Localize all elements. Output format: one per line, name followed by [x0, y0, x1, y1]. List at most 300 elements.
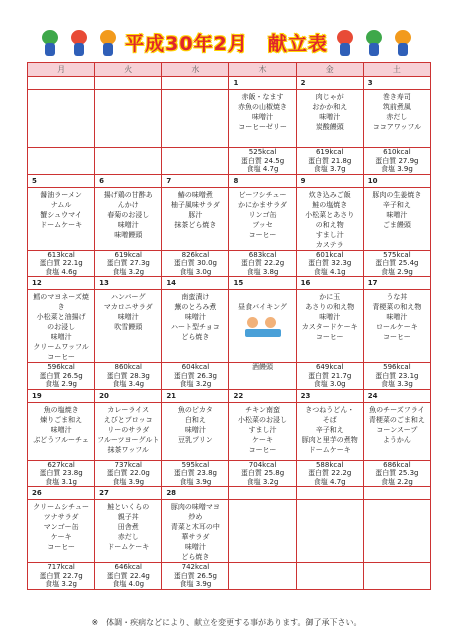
menu-item: 青菜と木耳の中 [170, 523, 220, 531]
menu-item: ごま饅頭 [382, 220, 411, 229]
menu-item: のお浸し [47, 323, 76, 331]
day-number: 28 [162, 487, 229, 500]
menu-item: 味噌汁 [184, 543, 206, 551]
menu-item: 魚の塩焼き [43, 405, 79, 414]
nutrition-protein: 蛋白質 25.4g [375, 259, 419, 267]
date-row [28, 389, 431, 402]
nutrition-kcal: 595kcal [181, 460, 210, 469]
day-number: 5 [28, 174, 95, 187]
menu-item: 親子丼 [117, 513, 139, 521]
menu-item: カスタードケーキ [301, 323, 358, 331]
weekday-header: 水 [162, 63, 229, 77]
menu-cell [95, 402, 162, 460]
menu-cell [363, 290, 430, 363]
nutrition-cell [229, 460, 296, 487]
nutrition-salt: 食塩 3.0g [179, 267, 212, 276]
nutrition-cell [363, 148, 430, 175]
menu-item: 味噌汁 [117, 220, 139, 229]
nutrition-salt: 食塩 3.2g [179, 380, 212, 388]
menu-cell [363, 402, 430, 460]
nutrition-kcal: 717kcal [47, 563, 75, 571]
nutrition-cell [28, 148, 95, 175]
nutrition-cell [28, 363, 95, 390]
nutrition-kcal: 627kcal [47, 460, 75, 469]
nutrition-protein: 蛋白質 22.4g [106, 571, 150, 580]
nutrition-protein: 蛋白質 22.2g [240, 259, 285, 267]
nutrition-cell [229, 148, 296, 175]
menu-item: ハート型チョコ [170, 323, 220, 331]
date-row [28, 174, 431, 187]
menu-item: リーのサラダ [107, 425, 150, 434]
mascot-icon [97, 30, 119, 58]
menu-item: クリームシチュー [33, 503, 89, 511]
nutrition-cell [95, 563, 162, 590]
menu-item: 小松菜のお浸し [238, 415, 288, 424]
menu-cell [162, 500, 229, 563]
menu-cell [28, 187, 95, 250]
weekday-header: 木 [229, 63, 296, 77]
menu-item: 吹雪饅頭 [114, 323, 143, 331]
menu-item: 白和え [184, 415, 206, 424]
weekday-header: 金 [296, 63, 363, 77]
menu-item: えびとブロッコ [103, 415, 153, 424]
menu-cell [296, 90, 363, 148]
day-number: 7 [162, 174, 229, 187]
menu-cell [296, 402, 363, 460]
menu-item: 巻き寿司 [382, 93, 411, 101]
nutrition-salt: 食塩 3.9g [179, 580, 212, 588]
menu-item: ようかん [382, 435, 411, 444]
nutrition-cell [28, 563, 95, 590]
nutrition-kcal: 525kcal [248, 148, 277, 156]
menu-item: 春菊のお浸し [107, 210, 150, 219]
nutrition-salt: 食塩 3.9g [380, 165, 413, 173]
nutrition-kcal: 588kcal [315, 460, 344, 469]
nutrition-protein: 蛋白質 25.3g [375, 469, 419, 477]
menu-cell [95, 290, 162, 363]
nutrition-protein: 蛋白質 23.8g [173, 469, 218, 477]
mascot-icon [334, 30, 356, 58]
menu-item: 赤だし [117, 533, 139, 541]
menu-item: おかか和え [312, 103, 348, 111]
menu-item: ツナサラダ [43, 513, 79, 521]
menu-cell [162, 290, 229, 363]
menu-item: 鮭の塩焼き [312, 200, 348, 209]
menu-item: 赤魚の山椒焼き [238, 103, 288, 111]
day-number: 2 [296, 77, 363, 90]
day-number: 9 [296, 174, 363, 187]
day-number: 20 [95, 389, 162, 402]
page-header [0, 28, 453, 60]
menu-item: 柚子風味サラダ [170, 200, 220, 209]
day-number: 8 [229, 174, 296, 187]
nutrition-protein: 蛋白質 23.1g [375, 371, 419, 380]
nutrition-protein: 蛋白質 32.3g [308, 259, 352, 267]
date-row [28, 77, 431, 90]
nutrition-cell [229, 563, 296, 590]
nutrition-salt: 食塩 4.0g [112, 580, 145, 588]
menu-item: 辛子和え [315, 425, 344, 434]
nutrition-row [28, 250, 431, 277]
menu-item: 小松菜とあさり [305, 210, 355, 219]
menu-item: 揚げ鶏の甘酢あ [103, 190, 153, 199]
nutrition-kcal: 596kcal [47, 363, 75, 371]
menu-item: の和え物 [315, 220, 344, 229]
nutrition-kcal: 860kcal [114, 363, 142, 371]
nutrition-salt: 食塩 2.2g [380, 477, 413, 486]
nutrition-protein: 酒饅頭 [252, 363, 274, 371]
menu-item: コーンスープ [376, 425, 418, 434]
menu-item: ココアワッフル [372, 123, 422, 131]
menu-item: 小松菜と油揚げ [36, 313, 86, 321]
menu-item: ぶどうフルーチェ [33, 435, 89, 444]
nutrition-kcal: 619kcal [114, 250, 142, 259]
nutrition-salt: 食塩 3.1g [45, 477, 77, 486]
nutrition-salt: 食塩 3.3g [380, 380, 413, 388]
nutrition-kcal: 604kcal [181, 363, 210, 371]
menu-item: ドームケーキ [40, 220, 83, 229]
nutrition-protein: 蛋白質 22.7g [39, 571, 83, 580]
nutrition-salt: 食塩 3.7g [313, 165, 346, 173]
nutrition-cell [296, 250, 363, 277]
nutrition-cell [229, 363, 296, 390]
menu-item: 南蛮漬け [181, 293, 210, 301]
menu-item: きつねうどん・ [305, 405, 355, 414]
menu-item: 炊き込みご飯 [308, 190, 351, 199]
menu-item: 味噌汁 [184, 313, 206, 321]
menu-item: 田舎煮 [117, 523, 139, 531]
nutrition-protein: 蛋白質 25.8g [240, 469, 285, 477]
menu-item: 味噌汁 [386, 210, 408, 219]
menu-item: あさりの和え物 [305, 303, 355, 311]
nutrition-cell [363, 563, 430, 590]
menu-row [28, 290, 431, 363]
menu-item: 蟹シュウマイ [40, 210, 82, 219]
menu-item: 味噌饅頭 [114, 230, 143, 239]
day-number: 15 [229, 277, 296, 290]
day-number: 1 [229, 77, 296, 90]
nutrition-cell [296, 148, 363, 175]
day-number [363, 487, 430, 500]
menu-item: 蕪のとろみ煮 [174, 303, 217, 311]
nutrition-protein: 蛋白質 22.2g [308, 469, 352, 477]
menu-row [28, 402, 431, 460]
nutrition-protein: 蛋白質 27.3g [106, 259, 150, 267]
menu-item: 味噌汁 [50, 425, 72, 434]
nutrition-kcal: 619kcal [315, 148, 344, 156]
menu-item: マンゴー缶 [43, 523, 79, 531]
day-number: 3 [363, 77, 430, 90]
menu-item: コーヒー [315, 333, 344, 341]
menu-cell [363, 500, 430, 563]
nutrition-kcal: 737kcal [114, 460, 142, 469]
menu-item: 赤だし [386, 113, 408, 121]
menu-item: ロールケーキ [376, 323, 418, 331]
menu-cell [28, 290, 95, 363]
nutrition-protein: 蛋白質 26.3g [173, 371, 218, 380]
nutrition-salt: 食塩 4.7g [246, 165, 279, 173]
menu-item: 炭酸饅頭 [315, 123, 344, 131]
menu-item: んかけ [117, 200, 139, 209]
menu-item: 炒め [188, 513, 203, 521]
mascot-icon [363, 30, 385, 58]
nutrition-cell [162, 148, 229, 175]
nutrition-kcal: 742kcal [181, 563, 210, 571]
nutrition-kcal: 596kcal [383, 363, 411, 371]
nutrition-kcal: 686kcal [383, 460, 411, 469]
menu-item: き [57, 303, 65, 311]
menu-item: コーヒーゼリー [238, 123, 287, 131]
menu-cell [162, 90, 229, 148]
menu-cell [28, 500, 95, 563]
menu-item: 味噌汁 [184, 425, 206, 434]
nutrition-salt: 食塩 2.9g [380, 267, 413, 276]
nutrition-protein: 蛋白質 30.0g [173, 259, 218, 267]
nutrition-cell [296, 563, 363, 590]
menu-item: すまし汁 [315, 230, 344, 239]
menu-item: ナムル [50, 200, 72, 209]
nutrition-protein: 蛋白質 26.5g [39, 371, 83, 380]
day-number: 24 [363, 389, 430, 402]
nutrition-cell [162, 563, 229, 590]
nutrition-protein: 蛋白質 24.5g [240, 156, 285, 165]
nutrition-kcal: 704kcal [248, 460, 277, 469]
day-number: 14 [162, 277, 229, 290]
day-number: 19 [28, 389, 95, 402]
day-number [229, 487, 296, 500]
menu-item: 赤飯・なます [241, 93, 284, 101]
menu-item: 魚のピカタ [177, 405, 213, 414]
menu-item: すまし汁 [248, 425, 277, 434]
day-number: 27 [95, 487, 162, 500]
mascot-icon [68, 30, 90, 58]
menu-item: 豆乳プリン [178, 435, 213, 444]
day-number: 26 [28, 487, 95, 500]
day-number: 6 [95, 174, 162, 187]
menu-item: ドームケーキ [308, 445, 351, 454]
menu-item: どら焼き [181, 553, 210, 561]
nutrition-kcal: 826kcal [181, 250, 210, 259]
menu-item: 昼食バイキング [238, 303, 287, 311]
buffet-illustration-icon [245, 315, 281, 339]
menu-cell [363, 187, 430, 250]
menu-cell [28, 402, 95, 460]
nutrition-salt: 食塩 3.0g [313, 380, 346, 388]
mascot-icon [392, 30, 414, 58]
menu-item: 味噌汁 [386, 313, 408, 321]
menu-cell [363, 90, 430, 148]
menu-item: どら焼き [181, 333, 210, 341]
footer-note: ※ 体調・疾病などにより、献立を変更する事があります。御了承下さい。 [91, 618, 362, 627]
nutrition-salt: 食塩 3.9g [179, 477, 212, 486]
menu-item: 煉りごま和え [40, 415, 83, 424]
nutrition-protein: 蛋白質 23.8g [39, 469, 83, 477]
day-number: 21 [162, 389, 229, 402]
day-number [28, 77, 95, 90]
nutrition-cell [95, 148, 162, 175]
nutrition-protein: 蛋白質 21.8g [308, 156, 352, 165]
menu-cell [95, 187, 162, 250]
nutrition-salt: 食塩 3.2g [45, 580, 77, 588]
weekday-header: 月 [28, 63, 95, 77]
page-title: 平成30年2月 献立表 [125, 33, 328, 55]
menu-item: ブッセ [252, 220, 273, 229]
nutrition-protein: 蛋白質 28.3g [106, 371, 150, 380]
menu-item: 味噌汁 [252, 113, 274, 121]
nutrition-protein: 蛋白質 22.1g [39, 259, 83, 267]
menu-item: 辛子和え [382, 200, 411, 209]
nutrition-cell [28, 250, 95, 277]
menu-item: 鱈のマヨネーズ焼 [33, 293, 89, 301]
menu-item: コーヒー [248, 445, 277, 454]
menu-item: 醤油ラーメン [40, 190, 82, 199]
day-number: 12 [28, 277, 95, 290]
menu-item: 味噌汁 [117, 313, 139, 321]
menu-item: ハンバーグ [110, 293, 146, 301]
menu-item: 鰆の味噌煮 [177, 190, 213, 199]
menu-cell [296, 187, 363, 250]
menu-item: ケーキ [50, 533, 72, 541]
date-row [28, 487, 431, 500]
menu-item: カステラ [315, 240, 344, 249]
nutrition-protein: 蛋白質 26.5g [173, 571, 218, 580]
menu-item: 肉じゃが [315, 93, 344, 101]
day-number: 13 [95, 277, 162, 290]
nutrition-protein: 蛋白質 22.0g [106, 469, 150, 477]
nutrition-salt: 食塩 3.4g [112, 380, 145, 388]
menu-item: 青梗菜の和え物 [372, 303, 422, 311]
menu-item: かにかまサラダ [238, 200, 288, 209]
day-number: 23 [296, 389, 363, 402]
menu-item: 味噌汁 [50, 333, 72, 341]
date-row [28, 277, 431, 290]
menu-cell [162, 187, 229, 250]
menu-cell [229, 500, 296, 563]
menu-item: そば [322, 415, 337, 424]
nutrition-salt: 食塩 4.1g [313, 267, 346, 276]
menu-item: フルーツヨーグルト [97, 435, 160, 444]
nutrition-cell [363, 460, 430, 487]
nutrition-kcal: 601kcal [315, 250, 344, 259]
menu-item: 豚肉と里芋の煮物 [301, 435, 358, 444]
nutrition-kcal: 649kcal [315, 363, 344, 371]
menu-item: うな丼 [386, 293, 408, 301]
menu-cell [162, 402, 229, 460]
weekday-header-row [28, 63, 431, 77]
menu-cell [229, 402, 296, 460]
menu-item: リンゴ缶 [248, 210, 277, 219]
menu-item: ビーフシチュー [238, 190, 287, 199]
menu-item: コーヒー [47, 543, 75, 551]
menu-item: 豚肉の味噌マヨ [170, 503, 220, 511]
menu-item: 青梗菜のごま和え [368, 415, 425, 424]
menu-item: チキン南蛮 [245, 405, 281, 414]
menu-cell [95, 90, 162, 148]
nutrition-cell [28, 460, 95, 487]
nutrition-row [28, 148, 431, 175]
nutrition-cell [363, 250, 430, 277]
day-number [296, 487, 363, 500]
nutrition-kcal: 646kcal [114, 563, 142, 571]
nutrition-salt: 食塩 4.7g [313, 477, 346, 486]
menu-item: 鮭といくらの [107, 503, 150, 511]
nutrition-cell [95, 363, 162, 390]
nutrition-cell [162, 250, 229, 277]
nutrition-protein: 蛋白質 27.9g [375, 156, 419, 165]
menu-item: 筑前煮風 [382, 103, 411, 111]
menu-item: 魚のチーズフライ [369, 405, 425, 414]
menu-item: 華サラダ [181, 533, 210, 541]
menu-cell [296, 290, 363, 363]
menu-item: ドームケーキ [107, 543, 150, 551]
nutrition-salt: 食塩 4.6g [45, 267, 77, 276]
nutrition-cell [95, 460, 162, 487]
nutrition-salt: 食塩 3.2g [112, 267, 145, 276]
day-number: 10 [363, 174, 430, 187]
nutrition-row [28, 363, 431, 390]
day-number [162, 77, 229, 90]
menu-item: コーヒー [248, 230, 277, 239]
nutrition-salt: 食塩 3.9g [112, 477, 145, 486]
menu-row [28, 187, 431, 250]
menu-row [28, 500, 431, 563]
menu-item: コーヒー [383, 333, 411, 341]
menu-row [28, 90, 431, 148]
nutrition-kcal: 575kcal [383, 250, 411, 259]
menu-cell [296, 500, 363, 563]
nutrition-cell [162, 460, 229, 487]
menu-item: かに玉 [319, 293, 341, 301]
menu-calendar [27, 62, 431, 590]
nutrition-cell [95, 250, 162, 277]
menu-item: カレーライス [107, 405, 150, 414]
menu-item: ケーキ [252, 435, 274, 444]
mascot-icon [39, 30, 61, 58]
nutrition-salt: 食塩 3.8g [246, 267, 279, 276]
nutrition-row [28, 460, 431, 487]
menu-item: コーヒー [47, 353, 75, 361]
menu-item: 豚汁 [188, 210, 203, 219]
menu-cell [229, 90, 296, 148]
nutrition-salt: 食塩 2.9g [45, 380, 77, 388]
menu-cell [229, 187, 296, 250]
menu-item: 抹茶ワッフル [107, 445, 149, 454]
menu-cell [95, 500, 162, 563]
weekday-header: 土 [363, 63, 430, 77]
nutrition-cell [162, 363, 229, 390]
nutrition-cell [296, 363, 363, 390]
menu-item: マカロニサラダ [103, 303, 153, 311]
nutrition-kcal: 613kcal [47, 250, 75, 259]
nutrition-cell [229, 250, 296, 277]
menu-item: 味噌汁 [319, 313, 341, 321]
nutrition-kcal: 610kcal [383, 148, 411, 156]
day-number: 22 [229, 389, 296, 402]
nutrition-protein: 蛋白質 21.7g [308, 371, 352, 380]
nutrition-cell [363, 363, 430, 390]
day-number [95, 77, 162, 90]
nutrition-row [28, 563, 431, 590]
menu-cell [28, 90, 95, 148]
menu-cell [229, 290, 296, 363]
weekday-header: 火 [95, 63, 162, 77]
menu-item: クリームワッフル [33, 343, 89, 351]
menu-item: 豚肉の生姜焼き [372, 190, 422, 199]
menu-item: 味噌汁 [319, 113, 341, 121]
nutrition-kcal: 683kcal [248, 250, 277, 259]
day-number: 17 [363, 277, 430, 290]
day-number: 16 [296, 277, 363, 290]
